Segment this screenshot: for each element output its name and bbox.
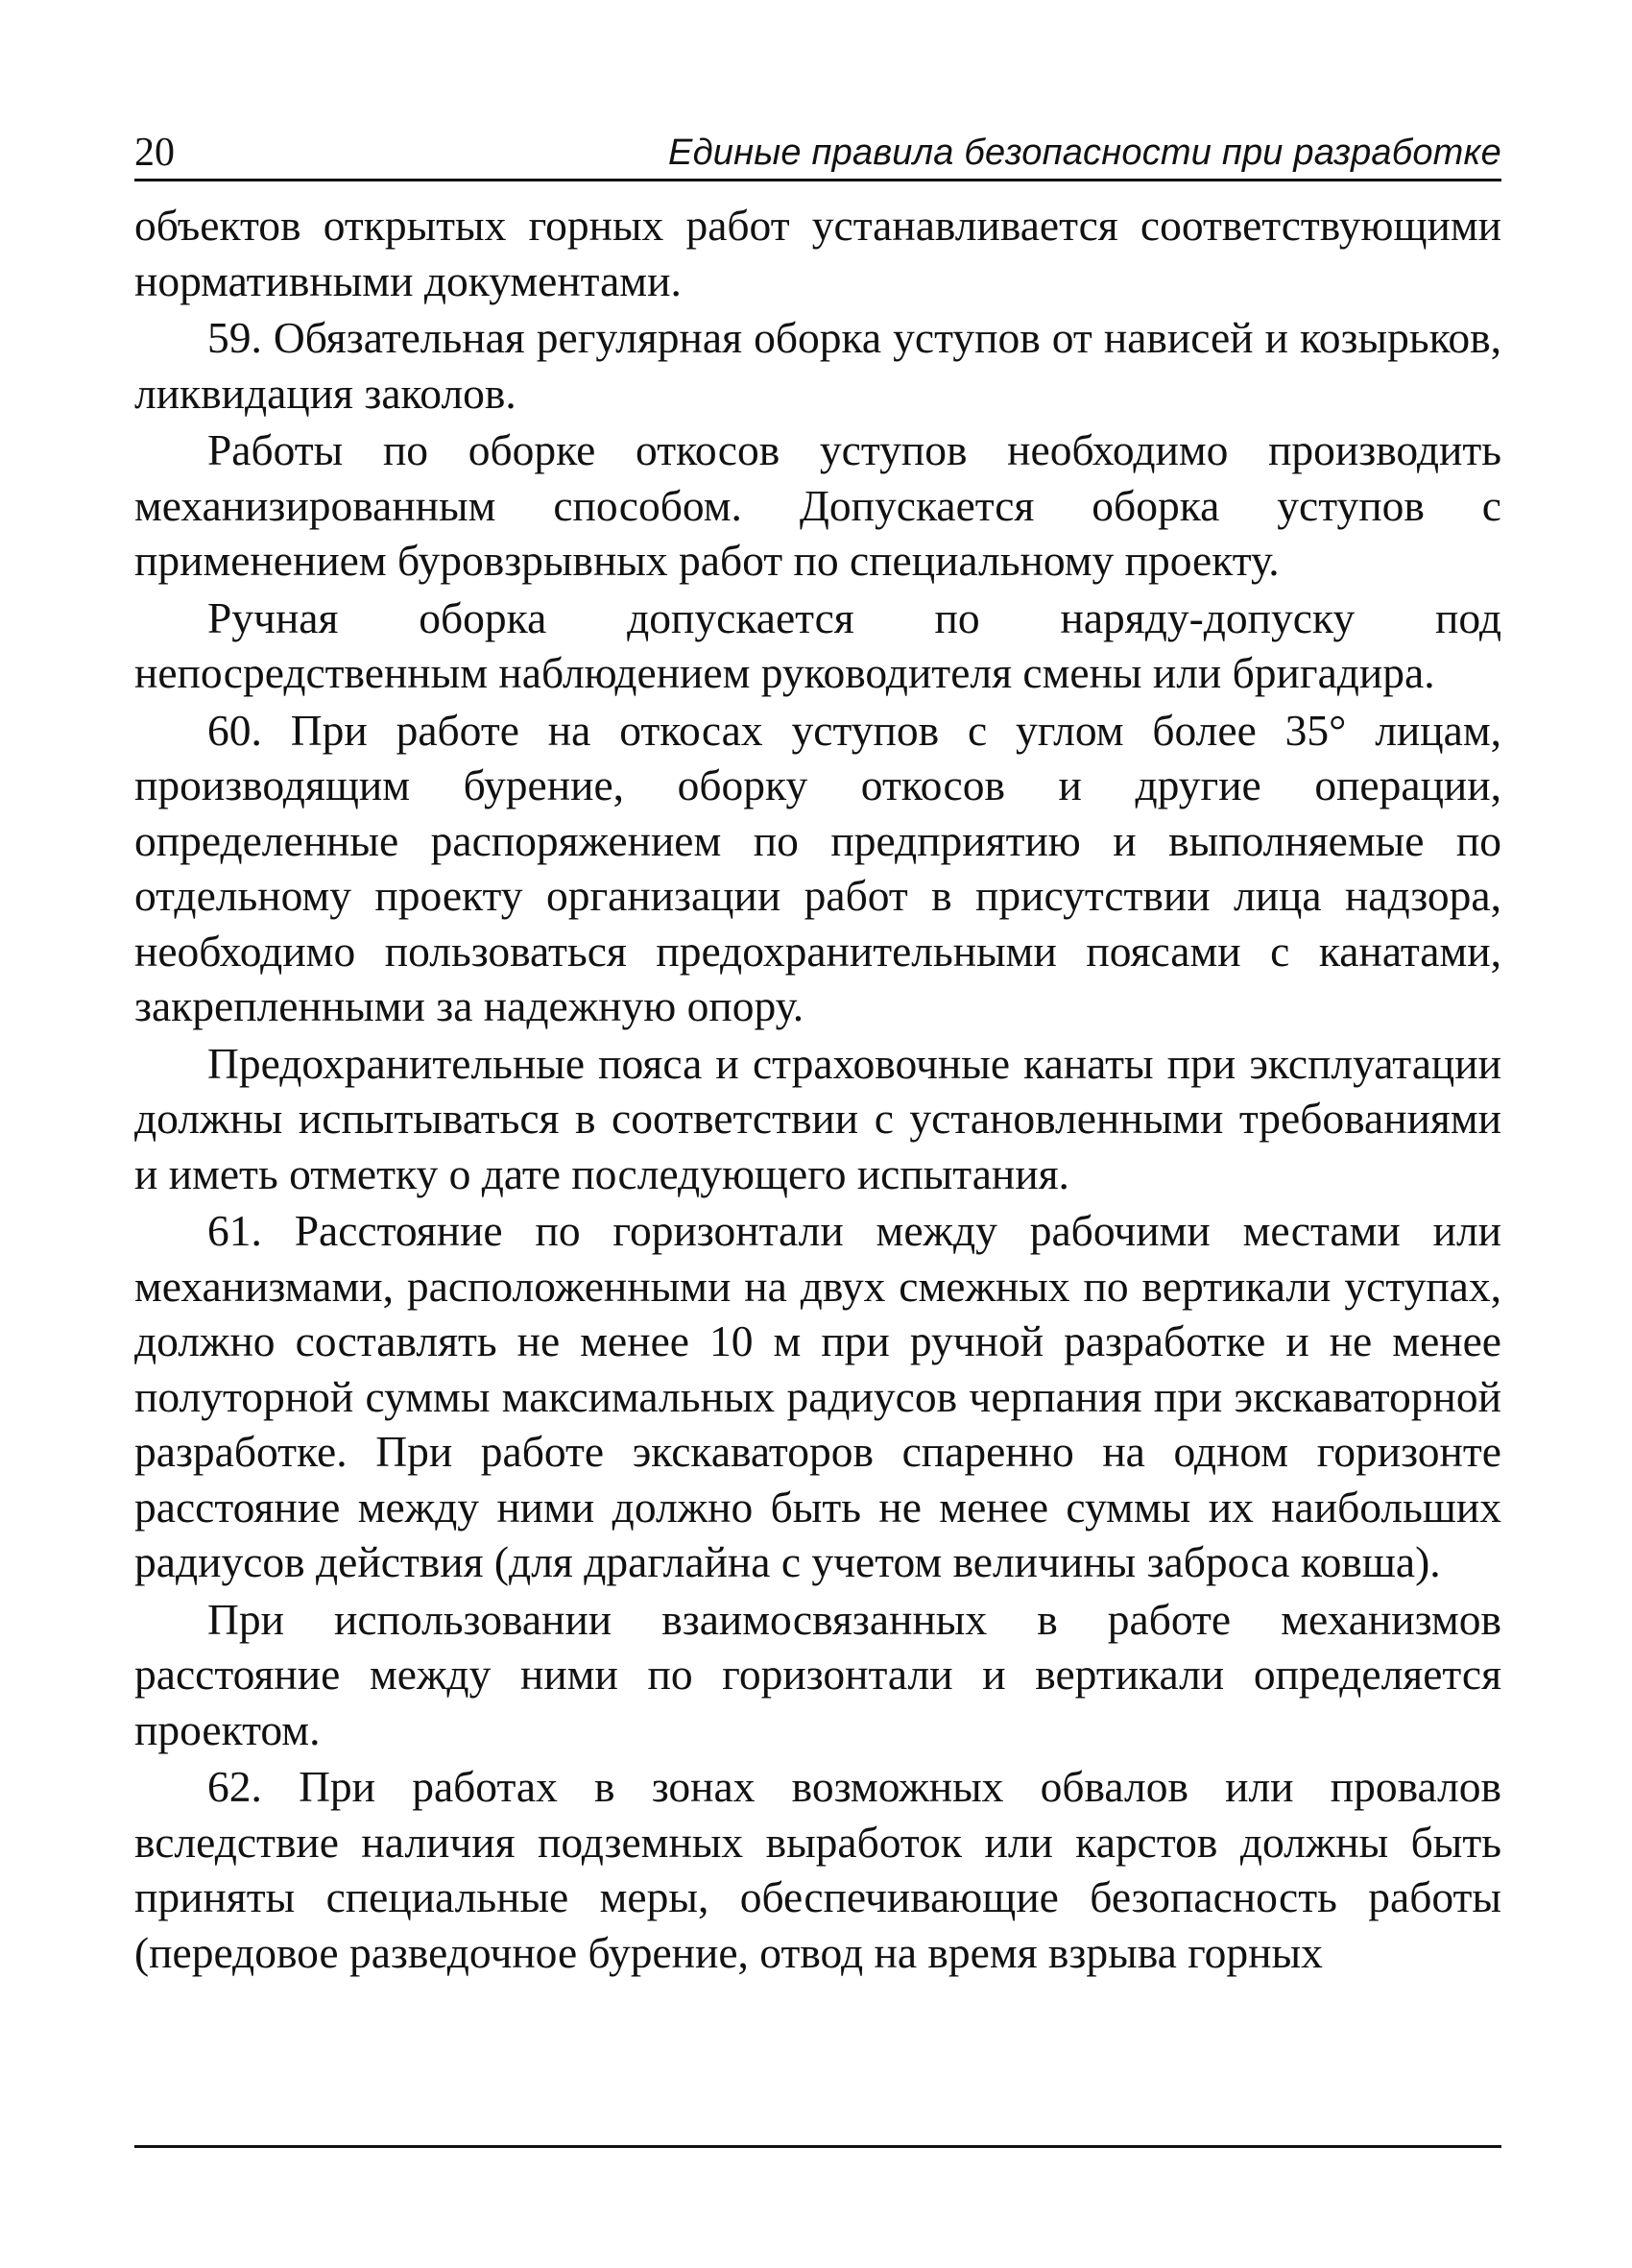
footer-rule [134, 2145, 1501, 2148]
page-header [134, 123, 1501, 177]
paragraph-60: 60. При работе на откосах уступов с углом более 35° лицам, производящим бурение, оборку откосов и другие операции, определенные распоряжением по предприятию и выполняемые по отдельному проекту организации работ в присутствии лица надзора, необходимо пользоваться предохранительными поясами с канатами, закрепленными за надежную опору. [134, 705, 1501, 1030]
paragraph-59: 59. Обязательная регулярная оборка уступов от нависей и козырьков, ликвидация заколов. [134, 313, 1501, 418]
header-rule [134, 179, 1501, 181]
paragraph-slope-scaling: Работы по оборке откосов уступов необходимо производить механизированным способом. Допускается оборка уступов с применением буровзрывных работ по специальному проекту. [134, 425, 1501, 585]
paragraph-manual-scaling: Ручная оборка допускается по наряду-допуску под непосредственным наблюдением руководителя смены или бригадира. [134, 592, 1501, 697]
paragraph-interlinked-mechanisms: При использовании взаимосвязанных в работе механизмов расстояние между ними по горизонтали и вертикали определяется проектом. [134, 1594, 1501, 1754]
body-text [134, 198, 1501, 1982]
running-title: Единые правила безопасности при разработке [668, 133, 1501, 173]
paragraph-safety-belts: Предохранительные пояса и страховочные канаты при эксплуатации должны испытываться в соответствии с установленными требованиями и иметь отметку о дате последующего испытания. [134, 1038, 1501, 1198]
page-number: 20 [134, 131, 175, 175]
paragraph-61: 61. Расстояние по горизонтали между рабочими местами или механизмами, расположенными на двух смежных по вертикали уступах, должно составлять не менее 10 м при ручной разработке и не менее полуторной суммы максимальных радиусов черпания при экскаваторной разработке. При работе экскаваторов спаренно на одном горизонте расстояние между ними должно быть не менее суммы их наибольших радиусов действия (для драглайна с учетом величины заброса ковша). [134, 1206, 1501, 1586]
paragraph-62: 62. При работах в зонах возможных обвалов или провалов вследствие наличия подземных выработок или карстов должны быть приняты специальные меры, обеспечивающие безопасность работы (передовое разведочное бурение, отвод на время взрыва горных [134, 1762, 1501, 1977]
paragraph-continuation: объектов открытых горных работ устанавливается соответствующими нормативными документами. [134, 201, 1501, 305]
